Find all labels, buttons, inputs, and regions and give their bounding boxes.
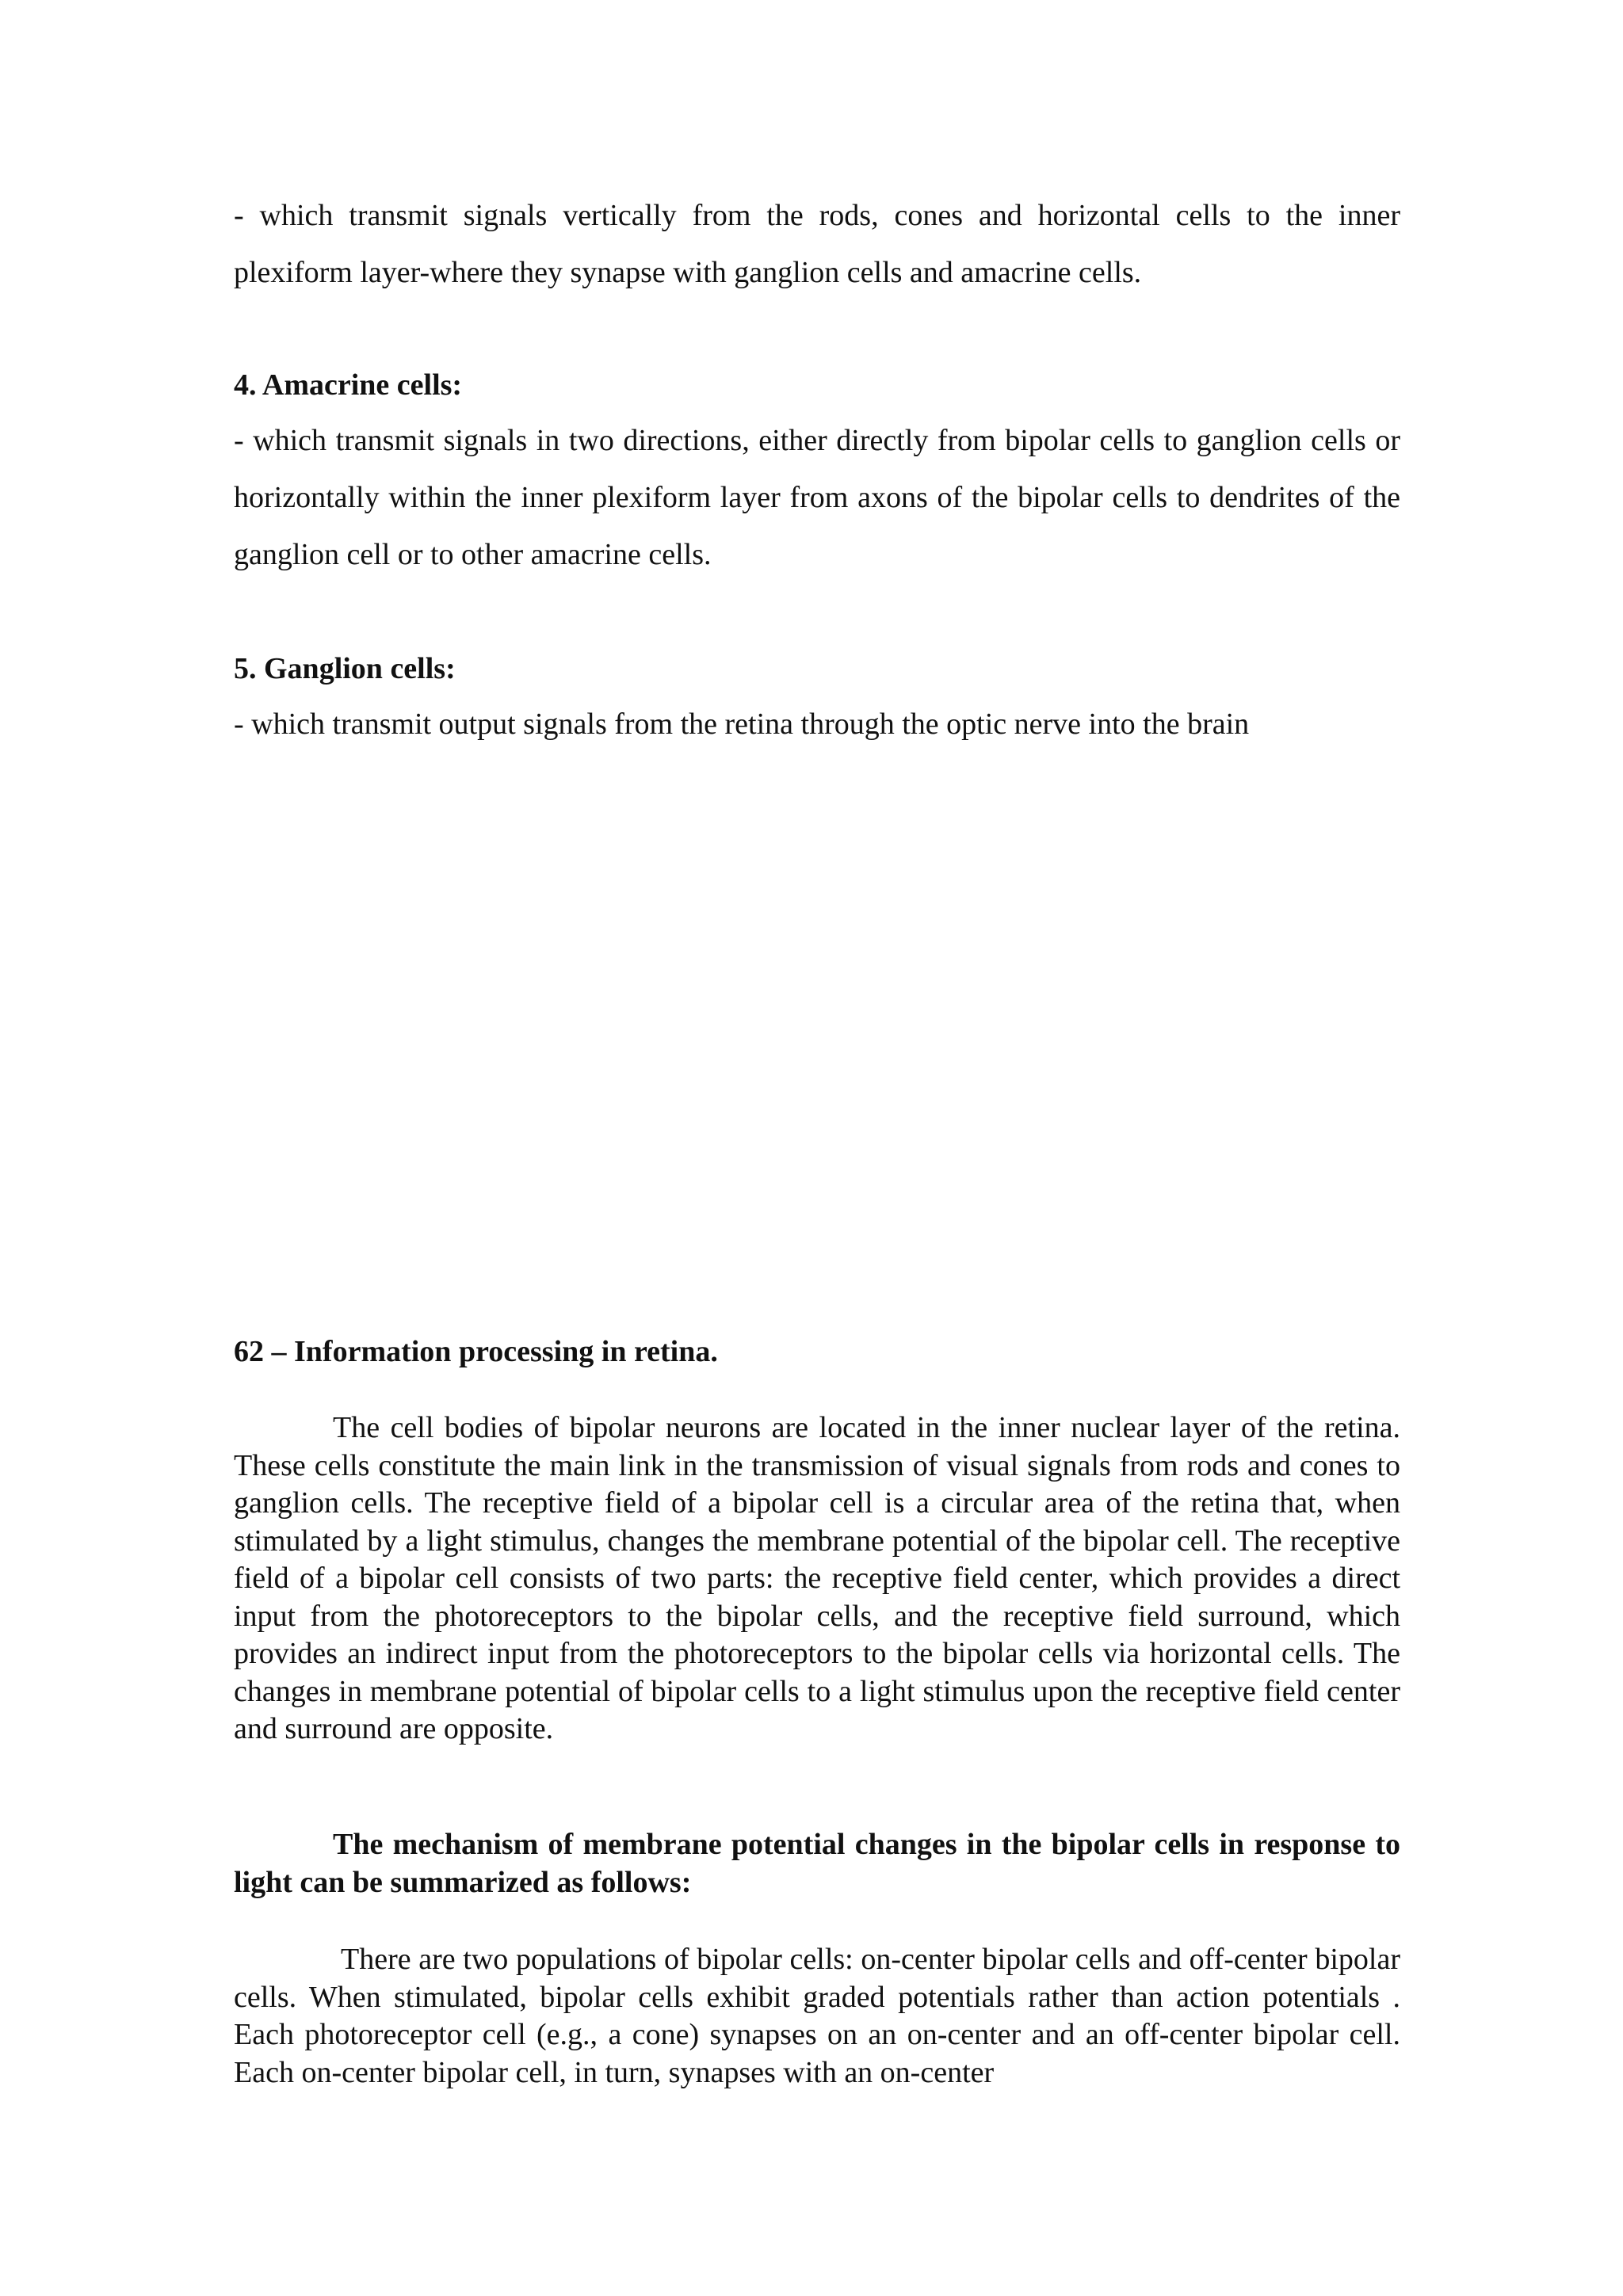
bipolar-populations-paragraph: There are two populations of bipolar cells: on-center bipolar cells and off-center bipolar cells. When stimulated, bipolar cells exhibit graded potentials rather than action potentials . Each photoreceptor cell (e.g., a cone) synapses on an on-center and an off-center bipolar cell. Each on-center bipolar cell, in turn, synapses with an on-center bbox=[234, 1943, 1400, 2089]
bipolar-cells-description: - which transmit signals vertically from the rods, cones and horizontal cells to the inner plexiform layer-where they synapse with ganglion cells and amacrine cells. bbox=[234, 199, 1400, 289]
ganglion-cells-description: - which transmit output signals from the retina through the optic nerve into the brain bbox=[234, 707, 1250, 741]
bipolar-neurons-paragraph: The cell bodies of bipolar neurons are located in the inner nuclear layer of the retina. These cells constitute the main link in the transmission of visual signals from rods and cones to ganglion cells. The receptive field of a bipolar cell is a circular area of the retina that, when stimulated by a light stimulus, changes the membrane potential of the bipolar cell. The receptive field of a bipolar cell consists of two parts: the receptive field center, which provides a direct input from the photoreceptors to the bipolar cells, and the receptive field surround, which provides an indirect input from the photoreceptors to the bipolar cells via horizontal cells. The changes in membrane potential of bipolar cells to a light stimulus upon the receptive field center and surround are opposite. bbox=[234, 1411, 1400, 1745]
amacrine-cells-heading: 4. Amacrine cells: bbox=[234, 368, 463, 402]
section-62-title: 62 – Information processing in retina. bbox=[234, 1335, 718, 1368]
ganglion-cells-heading: 5. Ganglion cells: bbox=[234, 652, 456, 685]
mechanism-heading: The mechanism of membrane potential changes in the bipolar cells in response to light can be summarized as follows: bbox=[234, 1828, 1400, 1899]
amacrine-cells-description: - which transmit signals in two directions, either directly from bipolar cells to ganglion cells or horizontally within the inner plexiform layer from axons of the bipolar cells to dendrites of the ganglion cell or to other amacrine cells. bbox=[234, 424, 1400, 571]
